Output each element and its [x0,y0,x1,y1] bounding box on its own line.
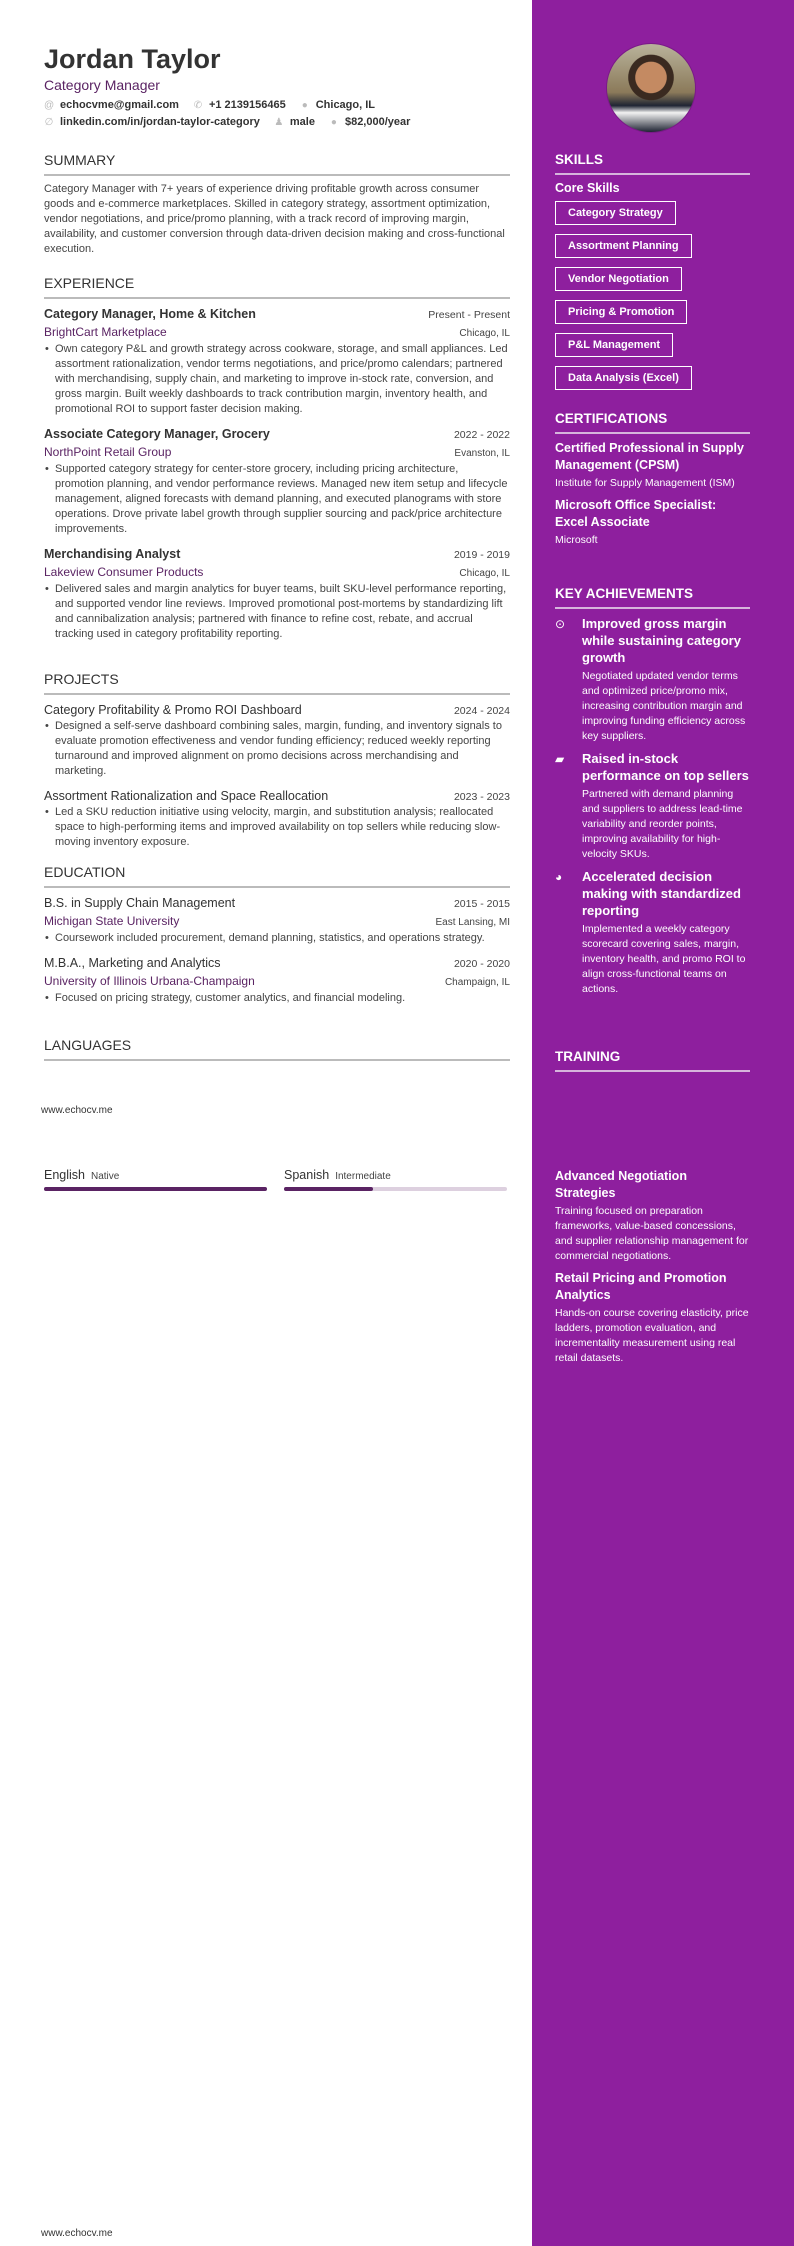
gender: male [289,116,315,128]
section-heading: PROJECTS [44,671,510,695]
summary-section [44,152,510,257]
entry-date: 2020 - 2020 [453,958,510,970]
cert-issuer: Institute for Supply Management (ISM) [555,477,735,489]
section-heading: LANGUAGES [44,1037,510,1061]
achievement-title: Improved gross margin while sustaining category growth [582,616,741,665]
achievement-title: Accelerated decision making with standardized reporting [582,869,741,918]
money-icon: ● [330,116,337,128]
section-heading: TRAINING [555,1049,750,1072]
entry-bullet: • Designed a self-serve dashboard combining sales, margin, funding, and inventory signals to evaluate promotion effectiveness and vendor funding efficiency; reduced weekly reporting turnaround and improved alignment on promo decisions across merchandising and marketing. [44,719,510,779]
phone-icon: ✆ [193,99,203,111]
at-icon: @ [44,99,55,111]
project-entry [44,701,510,779]
entry-title: Assortment Rationalization and Space Reallocation [44,789,329,803]
experience-entry [44,305,510,417]
achievement-item [555,750,750,862]
ellipsis-circle-icon: ⊙ [555,617,566,631]
person-icon: ♟ [274,116,284,128]
achievement-item [555,615,750,744]
footer-link[interactable]: www.echocv.me [41,2228,113,2239]
section-heading: EXPERIENCE [44,275,510,299]
skill-tag: Vendor Negotiation [555,267,682,291]
entry-title: Merchandising Analyst [44,547,181,561]
entry-title: B.S. in Supply Chain Management [44,896,236,910]
entry-location: Chicago, IL [459,328,510,339]
language-item [44,1166,267,1191]
achievement-desc: Partnered with demand planning and suppliers to address lead-time variability and reorder points, improving availability for high-velocity SKUs. [582,788,743,860]
achievement-title: Raised in-stock performance on top sellers [582,751,749,783]
projects-section [44,671,510,858]
achievement-desc: Implemented a weekly category scorecard covering sales, margin, inventory health, and promo ROI to align cross-functional teams on actions. [582,923,746,995]
entry-location: Chicago, IL [459,568,510,579]
entry-org: BrightCart Marketplace [44,325,167,339]
location-icon: ● [301,99,308,111]
entry-title: M.B.A., Marketing and Analytics [44,956,221,970]
education-entry [44,954,510,1006]
training-section [555,1049,750,1078]
language-bar [284,1187,507,1191]
pie-chart-icon: ◕ [555,870,563,884]
experience-entry [44,545,510,642]
cert-title: Microsoft Office Specialist: Excel Associate [555,498,717,529]
link-icon: ∅ [44,116,54,128]
entry-bullet: • Coursework included procurement, demand planning, statistics, and operations strategy. [44,931,510,946]
language-bar-fill [284,1187,373,1191]
entry-bullet: • Focused on pricing strategy, customer analytics, and financial modeling. [44,991,510,1006]
skill-tag: P&L Management [555,333,673,357]
entry-location: Evanston, IL [454,448,510,459]
section-heading: CERTIFICATIONS [555,411,750,434]
entry-title: Category Manager, Home & Kitchen [44,307,256,321]
contact-row [44,99,375,111]
language-item [284,1166,507,1191]
project-entry [44,787,510,850]
section-heading: SUMMARY [44,152,510,176]
entry-org: University of Illinois Urbana-Champaign [44,974,255,988]
achievements-section [555,586,750,1003]
entry-location: East Lansing, MI [435,917,510,928]
section-heading: EDUCATION [44,864,510,888]
email[interactable]: echocvme@gmail.com [60,99,179,111]
language-level: Native [91,1171,120,1182]
training-desc: Training focused on preparation frameworks, value-based concessions, and supplier relationship management for commercial negotiations. [555,1205,749,1262]
section-heading: KEY ACHIEVEMENTS [555,586,750,609]
profile-photo [606,43,696,133]
location: Chicago, IL [315,99,375,111]
cert-title: Certified Professional in Supply Management (CPSM) [555,441,744,472]
skills-subheading: Core Skills [555,181,620,195]
education-entry [44,894,510,946]
achievement-item [555,868,750,997]
salary: $82,000/year [344,116,411,128]
entry-date: 2022 - 2022 [453,429,510,441]
language-list [44,1166,524,1191]
entry-location: Champaign, IL [444,977,510,988]
entry-bullet: • Own category P&L and growth strategy across cookware, storage, and small appliances. Led assortment rationalization, vendor terms negotiations, and price/promo calendars; partnered with merchandising, supply chain, and marketing to improve in-stock rate, conversion, and gross margin. Built weekly dashboards to track contribution margin, inventory health, and promotional ROI to support faster decision making. [44,342,510,417]
entry-org: NorthPoint Retail Group [44,445,172,459]
entry-date: 2024 - 2024 [453,705,510,717]
entry-bullet: • Led a SKU reduction initiative using velocity, margin, and substitution analysis; reallocated space to high-performing items and improved availability on top sellers while reducing slow-moving inventory exposure. [44,805,510,850]
watermark-link[interactable]: www.echocv.me [41,1105,113,1116]
training-title: Advanced Negotiation Strategies [555,1169,687,1200]
experience-entry [44,425,510,537]
achievement-desc: Negotiated updated vendor terms and optimized price/promo mix, increasing contribution margin and improving funding efficiency across key suppliers. [582,670,746,742]
entry-bullet: • Supported category strategy for center-store grocery, including pricing architecture, promotion planning, and vendor performance reviews. Managed new item setup and lifecycle management, aligned forecasts with demand planning, and executed planograms with store operations. Drove private label growth through supplier sourcing and pack/price architecture improvements. [44,462,510,537]
language-name: English [44,1168,85,1182]
entry-date: 2019 - 2019 [453,549,510,561]
entry-title: Associate Category Manager, Grocery [44,427,270,441]
section-heading: SKILLS [555,152,750,175]
entry-date: Present - Present [428,309,510,321]
summary-text: Category Manager with 7+ years of experience driving profitable growth across consumer goods and e-commerce marketplaces. Skilled in category strategy, assortment optimization, vendor negotiations, and price/promo planning, with a track record of improving margin, availability, and customer conversion through data-driven decision making and cross-functional execution. [44,183,505,255]
training-title: Retail Pricing and Promotion Analytics [555,1271,727,1302]
languages-section [44,1037,510,1067]
speech-bubble-icon: ▰ [555,752,565,766]
skill-tag: Pricing & Promotion [555,300,687,324]
linkedin[interactable]: linkedin.com/in/jordan-taylor-category [60,116,260,128]
experience-section [44,275,510,650]
language-level: Intermediate [335,1171,391,1182]
entry-date: 2023 - 2023 [453,791,510,803]
candidate-name: Jordan Taylor [44,44,221,74]
skill-tag: Assortment Planning [555,234,692,258]
entry-title: Category Profitability & Promo ROI Dashboard [44,703,302,717]
entry-date: 2015 - 2015 [453,898,510,910]
language-bar [44,1187,267,1191]
entry-bullet: • Delivered sales and margin analytics for buyer teams, built SKU-level performance reporting, and supported vendor line reviews. Improved promotional post-mortems by standardizing lift and cannibalization analysis; partnered with finance to refine cost, rebate, and accrual tracking used in category profitability reporting. [44,582,510,642]
language-name: Spanish [284,1168,330,1182]
job-title: Category Manager [44,77,160,93]
certifications-section [555,411,750,554]
skill-tag: Category Strategy [555,201,676,225]
training-desc: Hands-on course covering elasticity, price ladders, promotion evaluation, and incrementality measurement using real retail datasets. [555,1307,749,1364]
cert-issuer: Microsoft [555,534,598,546]
phone[interactable]: +1 2139156465 [208,99,286,111]
contact-row [44,116,410,128]
skill-tag: Data Analysis (Excel) [555,366,692,390]
skills-section [555,152,750,399]
entry-org: Lakeview Consumer Products [44,565,204,579]
language-bar-fill [44,1187,267,1191]
education-section [44,864,510,1014]
entry-org: Michigan State University [44,914,180,928]
training-list [555,1164,750,1372]
